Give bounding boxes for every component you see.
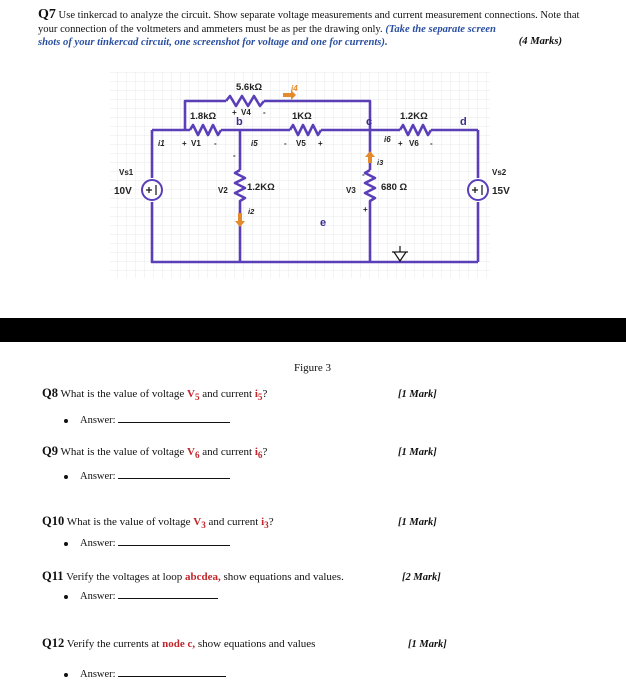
q12-prefix: Verify the currents at — [66, 638, 163, 650]
q12-answer-field[interactable] — [118, 668, 226, 677]
q10-i-sub: 3 — [264, 520, 269, 531]
label-i1: i1 — [158, 139, 165, 148]
q9-i: i — [254, 446, 258, 458]
q11-bullet — [64, 595, 68, 599]
label-node-a: a — [155, 116, 162, 128]
q8-answer-row — [64, 414, 230, 426]
label-v6: V6 — [409, 139, 419, 148]
q12-number: Q12 — [42, 636, 65, 650]
label-v4-minus: - — [263, 108, 266, 117]
q12-mark: [1 Mark] — [408, 639, 447, 650]
q10-bullet — [64, 542, 68, 546]
label-v5-plus: + — [318, 139, 323, 148]
q9-i-sub: 6 — [257, 450, 263, 461]
label-vs2-value: 15V — [492, 186, 510, 197]
q10-mid: and current — [205, 516, 262, 528]
label-vs2: Vs2 — [492, 168, 507, 177]
label-v2-minus: - — [233, 151, 236, 160]
q8-i-sub: 5 — [257, 392, 263, 403]
label-v3-minus: - — [362, 170, 365, 179]
label-v6-minus: - — [430, 139, 433, 148]
label-r5: 1KΩ — [292, 111, 312, 122]
q11-mid: show equations and values. — [220, 571, 344, 583]
q11-answer-field[interactable] — [118, 590, 218, 599]
label-r3: 680 Ω — [381, 182, 408, 193]
q9-mark: [1 Mark] — [398, 447, 437, 458]
q9-suffix: ? — [262, 446, 268, 458]
q9-number: Q9 — [42, 444, 58, 458]
q12-mid: show equations and values — [195, 638, 316, 650]
q11-mark: [2 Mark] — [402, 572, 441, 583]
label-i5: i5 — [251, 139, 258, 148]
q11-number: Q11 — [42, 569, 64, 583]
label-v5-minus: - — [284, 139, 287, 148]
q11-answer-label: Answer: — [80, 591, 116, 602]
label-v5: V5 — [296, 139, 306, 148]
q7-number: Q7 — [38, 7, 56, 22]
q8-answer-label: Answer: — [80, 415, 116, 426]
section-divider — [0, 318, 626, 342]
label-v4: V4 — [241, 108, 251, 117]
q8-bullet — [64, 419, 68, 423]
q8-suffix: ? — [262, 388, 268, 400]
q10-answer-field[interactable] — [118, 537, 230, 546]
q9-answer-row — [64, 470, 230, 482]
label-r6: 1.2KΩ — [400, 111, 428, 122]
q10-i: i — [261, 516, 265, 528]
label-node-e: e — [320, 217, 327, 229]
q10-prefix: What is the value of voltage — [66, 516, 194, 528]
q10-v-sub: 3 — [201, 520, 206, 531]
question-q10 — [42, 514, 274, 530]
label-v1: V1 — [191, 139, 201, 148]
q8-mid: and current — [199, 388, 255, 400]
q12-bullet — [64, 673, 68, 677]
question-q9 — [42, 444, 267, 460]
figure-caption: Figure 3 — [294, 362, 331, 374]
q11-answer-row — [64, 590, 218, 602]
q9-bullet — [64, 475, 68, 479]
label-r-top: 5.6kΩ — [236, 82, 263, 93]
q7-text: Use tinkercad to analyze the circuit. Show separate voltage measurements and current measurement connections. Note that your connection of the voltmeters and ammeters must be as per the drawing only. — [38, 10, 580, 35]
question-q11 — [42, 569, 344, 584]
q12-answer-row — [64, 668, 226, 680]
label-v1-minus: - — [214, 139, 217, 148]
q10-answer-row — [64, 537, 230, 549]
q9-answer-label: Answer: — [80, 471, 116, 482]
q11-prefix: Verify the voltages at loop — [66, 571, 185, 583]
question-q12 — [42, 636, 315, 651]
q8-prefix: What is the value of voltage — [60, 388, 188, 400]
label-v6-plus: + — [398, 139, 403, 148]
label-vs1: Vs1 — [119, 168, 134, 177]
label-i6: i6 — [384, 135, 391, 144]
q10-v: V — [193, 516, 202, 528]
q8-v: V — [187, 388, 195, 400]
q7-instruction-1: (Take the separate screen — [385, 23, 496, 35]
label-node-d: d — [460, 116, 467, 128]
label-r1: 1.8kΩ — [190, 111, 217, 122]
label-node-c: c — [366, 116, 373, 128]
q12-node: node c, — [162, 638, 196, 650]
label-v4-plus: + — [232, 108, 237, 117]
q9-v-sub: 6 — [194, 450, 200, 461]
source-vs2 — [468, 180, 488, 200]
q10-mark: [1 Mark] — [398, 517, 437, 528]
q9-prefix: What is the value of voltage — [60, 446, 188, 458]
q9-mid: and current — [199, 446, 255, 458]
q10-number: Q10 — [42, 514, 65, 528]
q7-instruction-2: shots of your tinkercad circuit, one screenshot for voltage and one for currents). — [38, 37, 388, 48]
label-i4: i4 — [291, 84, 298, 93]
label-v3: V3 — [346, 186, 356, 195]
label-v3-plus: + — [363, 205, 368, 214]
q8-answer-field[interactable] — [118, 414, 230, 423]
label-v2: V2 — [218, 186, 228, 195]
q9-answer-field[interactable] — [118, 470, 230, 479]
q8-number: Q8 — [42, 386, 58, 400]
label-v1-plus: + — [182, 139, 187, 148]
q8-mark: [1 Mark] — [398, 389, 437, 400]
question-q8 — [42, 386, 267, 402]
label-i2: i2 — [248, 207, 255, 216]
label-r2: 1.2KΩ — [247, 182, 275, 193]
circuit-diagram — [0, 0, 626, 318]
source-vs1 — [142, 180, 162, 200]
q12-answer-label: Answer: — [80, 669, 116, 680]
label-vs1-value: 10V — [114, 186, 132, 197]
q8-i: i — [254, 388, 258, 400]
q10-suffix: ? — [268, 516, 274, 528]
q11-loop: abcdea, — [184, 571, 221, 583]
q10-answer-label: Answer: — [80, 538, 116, 549]
label-i3: i3 — [377, 158, 384, 167]
q7-marks: (4 Marks) — [518, 36, 562, 47]
q8-v-sub: 5 — [194, 392, 200, 403]
q9-v: V — [187, 446, 195, 458]
label-node-b: b — [236, 116, 243, 128]
